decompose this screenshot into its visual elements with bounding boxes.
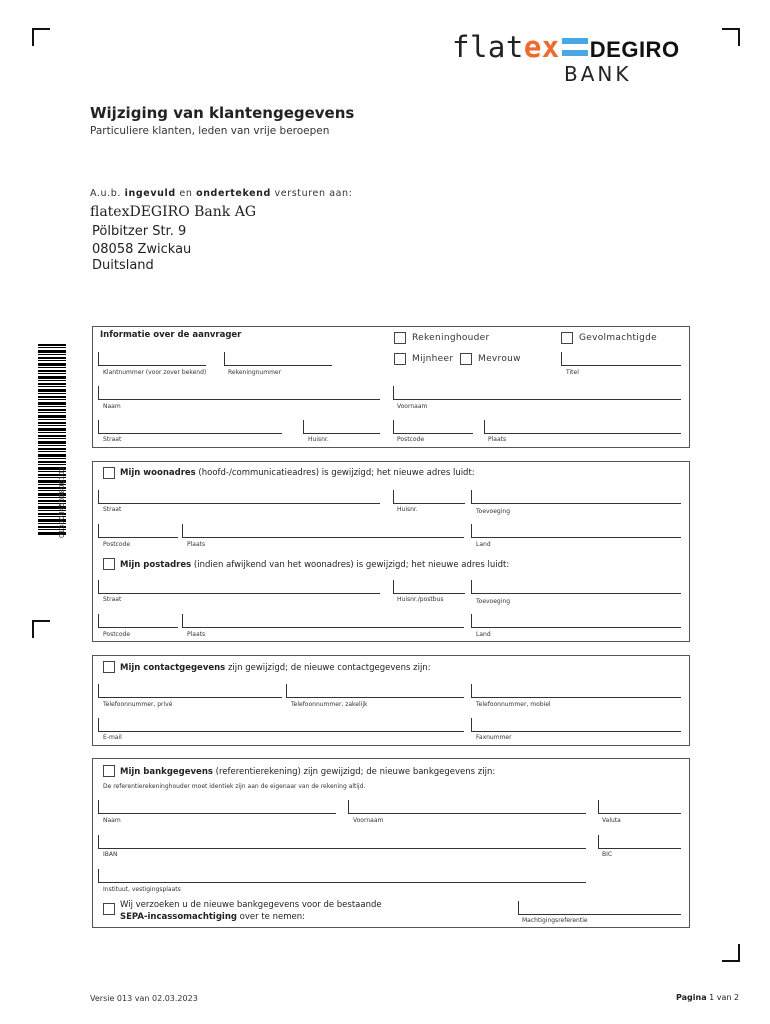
bank-statement: Mijn bankgegevens (referentierekening) zijn gewijzigd; de nieuwe bankgegevens zijn: [120, 767, 496, 777]
field-post-postcode[interactable] [98, 627, 178, 628]
field-post-land[interactable] [471, 627, 681, 628]
label-plaats: Plaats [488, 436, 507, 443]
field-tel-prive[interactable] [98, 697, 282, 698]
field-voornaam[interactable] [393, 399, 681, 400]
label-huisnr: Huisnr. [308, 436, 329, 443]
address-street: Pölbitzer Str. 9 [92, 224, 187, 239]
label-bank-voornaam: Voornaam [353, 817, 384, 824]
label-rekeningnummer: Rekeningnummer [228, 369, 282, 376]
label-bic: BIC [602, 851, 613, 858]
contact-statement: Mijn contactgegevens zijn gewijzigd; de nieuwe contactgegevens zijn: [120, 663, 431, 673]
checkbox-bankgegevens[interactable] [103, 765, 115, 777]
field-bank-voornaam[interactable] [348, 813, 586, 814]
label-post-land: Land [476, 631, 491, 638]
section-applicant-heading: Informatie over de aanvrager [100, 330, 242, 340]
label-tel-zakelijk: Telefoonnummer, zakelijk [291, 701, 368, 708]
field-post-toevoeging[interactable] [471, 593, 681, 594]
label-postcode: Postcode [397, 436, 425, 443]
label-email: E-mail [103, 734, 122, 741]
label-iban: IBAN [103, 851, 118, 858]
label-tel-prive: Telefoonnummer, privé [103, 701, 173, 708]
label-voornaam: Voornaam [397, 403, 428, 410]
corner-mark-bottom-right [722, 944, 740, 962]
label-post-postcode: Postcode [103, 631, 131, 638]
label-mevrouw: Mevrouw [478, 354, 521, 364]
field-email[interactable] [98, 731, 464, 732]
field-machtigingsreferentie[interactable] [518, 914, 681, 915]
section-applicant-info [92, 326, 690, 448]
field-post-straat[interactable] [98, 593, 380, 594]
field-postcode[interactable] [393, 433, 473, 434]
label-instituut: Instituut, vestigingsplaats [103, 886, 181, 893]
label-valuta: Valuta [602, 817, 621, 824]
logo-bars-icon [562, 38, 588, 56]
checkbox-mevrouw[interactable] [460, 353, 472, 365]
label-post-plaats: Plaats [187, 631, 206, 638]
field-bic[interactable] [598, 848, 681, 849]
logo-flat-text: flat [452, 30, 524, 64]
field-woon-huisnr[interactable] [393, 503, 465, 504]
field-titel[interactable] [561, 365, 681, 366]
field-valuta[interactable] [598, 813, 681, 814]
checkbox-sepa[interactable] [103, 903, 115, 915]
label-mijnheer: Mijnheer [412, 354, 454, 364]
field-woon-toevoeging[interactable] [471, 503, 681, 504]
address-country: Duitsland [92, 258, 154, 273]
label-tel-mobiel: Telefoonnummer, mobiel [476, 701, 551, 708]
label-woon-toevoeging: Toevoeging [476, 508, 511, 515]
postadres-statement: Mijn postadres (indien afwijkend van het woonadres) is gewijzigd; het nieuwe adres luidt: [120, 560, 510, 570]
checkbox-gevolmachtigde[interactable] [561, 332, 573, 344]
address-company: flatexDEGIRO Bank AG [90, 204, 256, 220]
bank-note: De referentierekeninghouder moet identiek zijn aan de eigenaar van de rekening altijd. [103, 783, 366, 790]
label-woon-postcode: Postcode [103, 541, 131, 548]
field-woon-postcode[interactable] [98, 537, 178, 538]
field-klantnummer[interactable] [98, 365, 206, 366]
corner-mark-top-left [32, 28, 50, 46]
field-tel-mobiel[interactable] [471, 697, 681, 698]
field-woon-land[interactable] [471, 537, 681, 538]
corner-mark-top-right [722, 28, 740, 46]
label-post-toevoeging: Toevoeging [476, 598, 511, 605]
field-huisnr[interactable] [303, 433, 380, 434]
field-rekeningnummer[interactable] [224, 365, 332, 366]
label-post-huisnr: Huisnr./postbus [397, 596, 444, 603]
label-woon-plaats: Plaats [187, 541, 206, 548]
label-fax: Faxnummer [476, 734, 512, 741]
field-iban[interactable] [98, 848, 586, 849]
label-woon-straat: Straat [103, 506, 122, 513]
label-straat: Straat [103, 436, 122, 443]
label-post-straat: Straat [103, 596, 122, 603]
label-rekeninghouder: Rekeninghouder [412, 333, 490, 343]
corner-mark-middle-left [32, 620, 50, 638]
label-woon-land: Land [476, 541, 491, 548]
field-tel-zakelijk[interactable] [286, 697, 464, 698]
label-naam: Naam [103, 403, 121, 410]
field-plaats[interactable] [484, 433, 681, 434]
field-woon-straat[interactable] [98, 503, 380, 504]
page-title: Wijziging van klantengegevens [90, 104, 355, 122]
footer-version: Versie 013 van 02.03.2023 [90, 994, 198, 1003]
checkbox-mijnheer[interactable] [394, 353, 406, 365]
checkbox-postadres[interactable] [103, 558, 115, 570]
sepa-statement-line2: SEPA-incassomachtiging over te nemen: [120, 912, 305, 922]
brand-logo [452, 30, 680, 64]
field-bank-naam[interactable] [98, 813, 336, 814]
label-bank-naam: Naam [103, 817, 121, 824]
field-naam[interactable] [98, 399, 380, 400]
checkbox-contactgegevens[interactable] [103, 661, 115, 673]
send-to-label: A.u.b. ingevuld en ondertekend versturen aan: [90, 188, 353, 199]
field-woon-plaats[interactable] [182, 537, 464, 538]
logo-ex-text: ex [523, 30, 560, 64]
logo-bank-text: BANK [564, 62, 632, 86]
label-gevolmachtigde: Gevolmachtigde [579, 333, 657, 343]
field-fax[interactable] [471, 731, 681, 732]
label-klantnummer: Klantnummer (voor zover bekend) [103, 369, 207, 376]
address-city: 08058 Zwickau [92, 242, 192, 257]
barcode-number: 0130084500800102 [58, 466, 66, 538]
field-post-plaats[interactable] [182, 627, 464, 628]
sepa-statement-line1: Wij verzoeken u de nieuwe bankgegevens voor de bestaande [120, 900, 382, 910]
label-titel: Titel [566, 369, 579, 376]
field-instituut[interactable] [98, 882, 586, 883]
label-machtigingsreferentie: Machtigingsreferentie [522, 917, 588, 924]
checkbox-rekeninghouder[interactable] [394, 332, 406, 344]
footer-page: Pagina 1 van 2 [676, 993, 740, 1002]
checkbox-woonadres[interactable] [103, 467, 115, 479]
woonadres-statement: Mijn woonadres (hoofd-/communicatieadres) is gewijzigd; het nieuwe adres luidt: [120, 468, 475, 478]
page-subtitle: Particuliere klanten, leden van vrije beroepen [90, 125, 330, 137]
field-post-huisnr[interactable] [393, 593, 465, 594]
label-woon-huisnr: Huisnr. [397, 506, 418, 513]
field-straat[interactable] [98, 433, 282, 434]
logo-degiro-text: DEGIRO [589, 37, 680, 62]
